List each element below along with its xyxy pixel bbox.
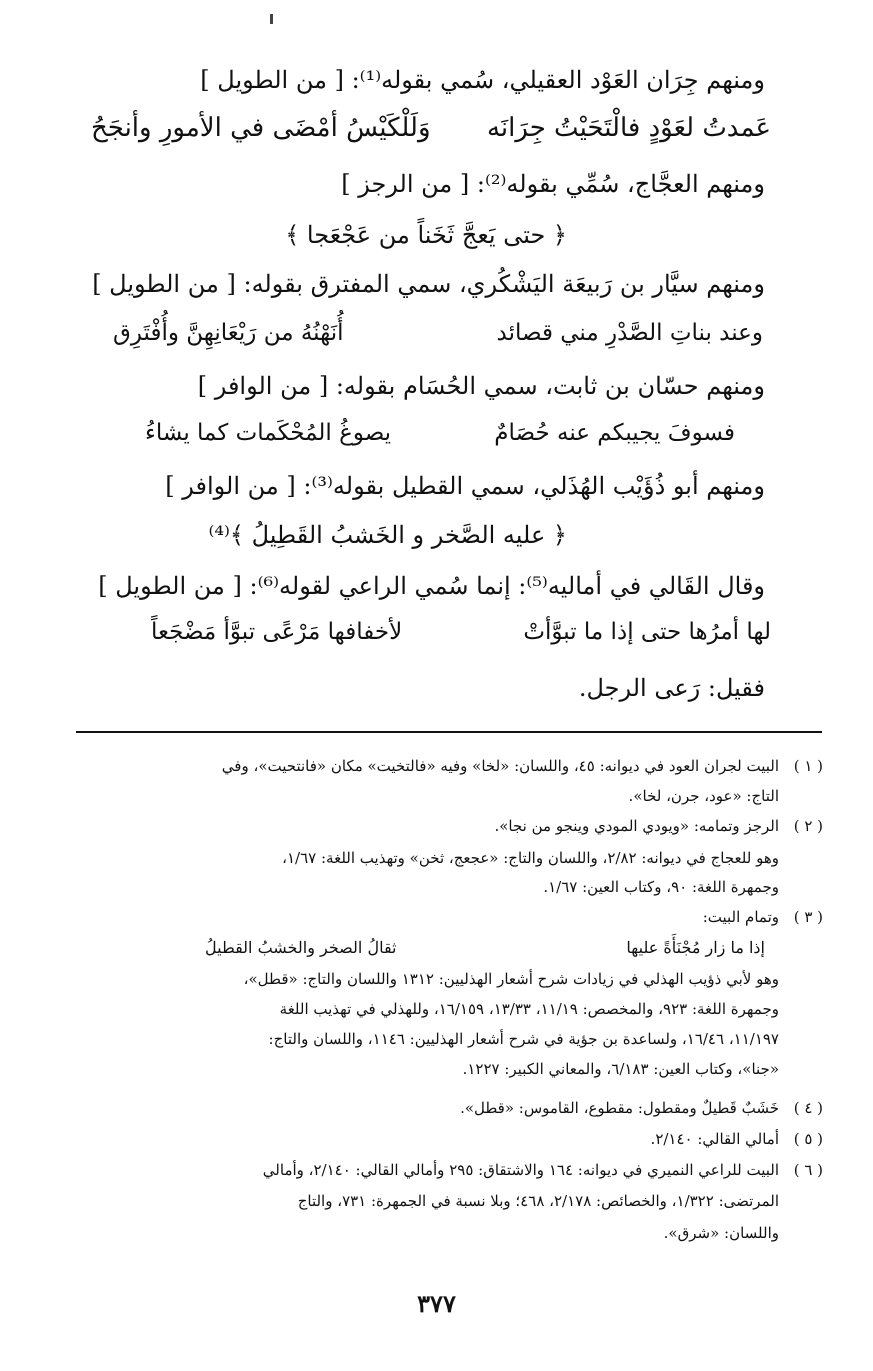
verse-4-second-hemistich: لأخفافها مَرْعًى تبوَّأ مَضْجَعاً	[151, 619, 403, 645]
footnote-2-line-3: وجمهرة اللغة: ٩٠، وكتاب العين: ١/٦٧.	[543, 878, 779, 896]
footnote-1-continuation: التاج: «عود، جرن، لخا».	[628, 787, 779, 805]
prose-line-2: ومنهم العجَّاج، سُمِّي بقوله⁽²⁾: [ من الرجز ]	[341, 170, 765, 198]
footnote-3	[52, 906, 823, 929]
footnote-1-number: ( ١ )	[793, 757, 823, 775]
prose-line-3: ومنهم سيَّار بن رَبيعَة اليَشْكُري، سمي المفترق بقوله: [ من الطويل ]	[92, 270, 765, 298]
footnote-3-verse-second-hemistich: ثقالُ الصخر والخشبُ القطيلُ	[205, 938, 397, 957]
footnote-5	[52, 1128, 823, 1151]
verse-1-first-hemistich: عَمدتُ لعَوْدٍ فالْتَحَيْتُ جِرَانَه	[486, 113, 771, 143]
footnote-3-line-4: وجمهرة اللغة: ٩٢٣، والمخصص: ١١/١٩، ١٣/٣٣، ١٦/١٥٩، وللهذلي في تهذيب اللغة	[279, 1000, 779, 1018]
footnote-3-text: وتمام البيت:	[702, 908, 779, 926]
verse-2-second-hemistich: أُنَهْنُهُ من رَيْعَانِهِنَّ وأُفْتَرِق	[113, 320, 344, 346]
footnote-5-text: أمالي القالي: ٢/١٤٠.	[650, 1130, 779, 1148]
prose-line-1: ومنهم جِرَان العَوْد العقيلي، سُمي بقوله⁽¹⁾: [ من الطويل ]	[200, 66, 765, 94]
prose-line-7: فقيل: رَعى الرجل.	[578, 674, 765, 702]
footnote-3-verse	[205, 938, 765, 957]
verse-4	[151, 619, 771, 645]
footnote-2	[52, 815, 823, 838]
prose-line-4: ومنهم حسّان بن ثابت، سمي الحُسَام بقوله: [ من الوافر ]	[197, 372, 765, 400]
footnote-3-line-5: ١١/١٩٧، ١٦/٤٦، ولساعدة بن جؤية في شرح أشعار الهذليين: ١١٤٦، واللسان والتاج:	[268, 1030, 779, 1048]
footnote-2-line-2: وهو للعجاج في ديوانه: ٢/٨٢، واللسان والتاج: «عجعج، ثخن» وتهذيب اللغة: ١/٦٧،	[282, 849, 779, 867]
prose-line-5: ومنهم أبو ذُؤَيْب الهُذَلي، سمي القطيل بقوله⁽³⁾: [ من الوافر ]	[165, 472, 765, 500]
footnote-4-text: خَشَبٌ قَطيلٌ ومقطول: مقطوع، القاموس: «قطل».	[460, 1099, 779, 1117]
footnote-2-text: الرجز وتمامه: «ويودي المودي وينجو من نجا».	[494, 817, 779, 835]
footnote-separator	[76, 731, 822, 733]
footnote-2-number: ( ٢ )	[793, 817, 823, 835]
verse-3	[145, 420, 735, 446]
verse-3-first-hemistich: فسوفَ يجيبكم عنه حُصَامٌ	[494, 420, 735, 446]
footnote-1	[52, 755, 823, 778]
footnote-5-number: ( ٥ )	[793, 1130, 823, 1148]
margin-mark	[270, 14, 273, 24]
footnote-4	[52, 1097, 823, 1120]
verse-4-first-hemistich: لها أمرُها حتى إذا ما تبوَّأتْ	[523, 619, 771, 645]
footnote-1-text: البيت لجران العود في ديوانه: ٤٥، واللسان: «لخا» وفيه «فالتخيت» مكان «فانتحيت»، وفي	[221, 757, 779, 775]
footnote-6-text: البيت للراعي النميري في ديوانه: ١٦٤ والاشتقاق: ٢٩٥ وأمالي القالي: ٢/١٤٠، وأمالي	[262, 1161, 779, 1179]
footnote-3-number: ( ٣ )	[793, 908, 823, 926]
prose-line-6: وقال القَالي في أماليه⁽⁵⁾: إنما سُمي الراعي لقوله⁽⁶⁾: [ من الطويل ]	[98, 572, 765, 600]
footnote-3-line-6: «جنا»، وكتاب العين: ٦/١٨٣، والمعاني الكبير: ١٢٢٧.	[462, 1060, 779, 1078]
footnote-3-line-3: وهو لأبي ذؤيب الهذلي في زيادات شرح أشعار الهذليين: ١٣١٢ واللسان والتاج: «قطل»،	[243, 970, 779, 988]
page-number: ٣٧٧	[417, 1289, 456, 1318]
footnote-6-line-3: واللسان: «شرق».	[663, 1224, 779, 1242]
footnote-6-line-2: المرتضى: ١/٣٢٢، والخصائص: ٢/١٧٨، ٤٦٨؛ وبلا نسبة في الجمهرة: ٧٣١، والتاج	[297, 1192, 779, 1210]
verse-1-second-hemistich: وَلَلْكَيْسُ أمْضَى في الأمورِ وأنجَحُ	[91, 113, 431, 143]
footnote-6-number: ( ٦ )	[793, 1161, 823, 1179]
verse-2-first-hemistich: وعند بناتِ الصَّدْرِ مني قصائد	[496, 320, 763, 346]
footnote-4-number: ( ٤ )	[793, 1099, 823, 1117]
verse-3-second-hemistich: يصوغُ المُحْكَمات كما يشاءُ	[145, 420, 392, 446]
footnote-3-verse-first-hemistich: إذا ما زار مُجْنَأَةً عليها	[626, 938, 765, 957]
rajaz-line-1: ﴿ حتى يَعجَّ ثَخَناً من عَجْعَجا ﴾	[285, 221, 567, 249]
footnote-6	[52, 1159, 823, 1182]
verse-2	[113, 320, 763, 346]
rajaz-line-2: ﴿ عليه الصَّخر و الخَشبُ القَطِيلُ ﴾⁽⁴⁾	[208, 521, 567, 549]
verse-1	[91, 113, 771, 143]
